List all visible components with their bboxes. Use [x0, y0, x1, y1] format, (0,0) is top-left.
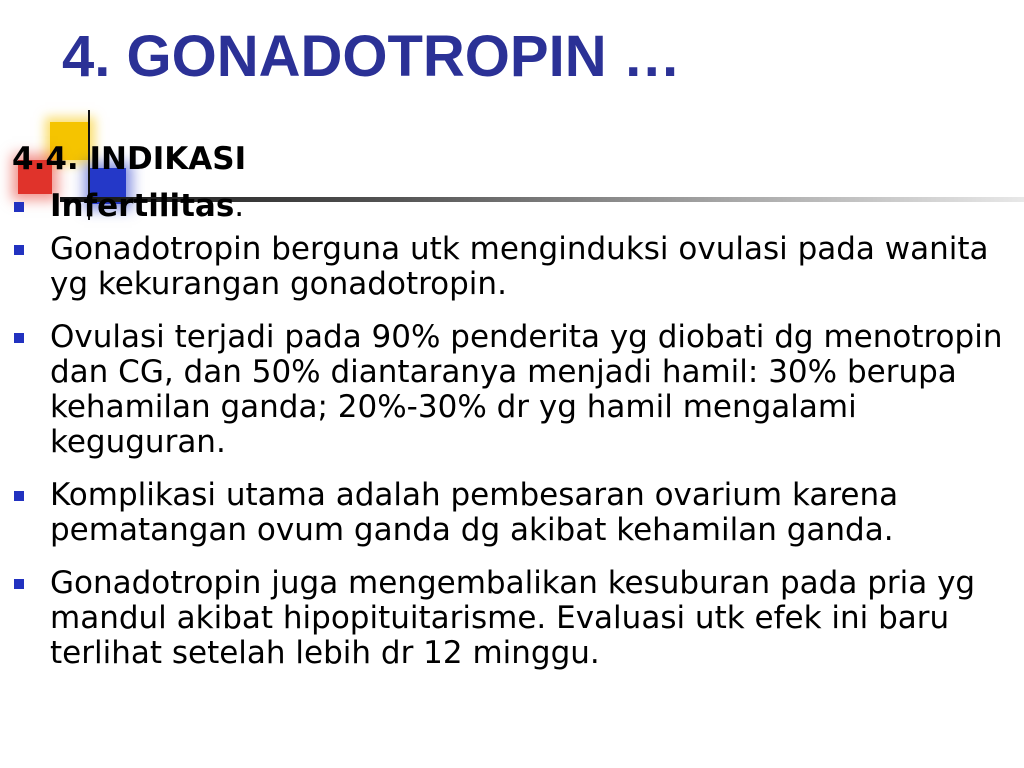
square-bullet-icon [14, 245, 24, 255]
bullet-item [14, 320, 1014, 460]
square-bullet-icon [14, 579, 24, 589]
bullet-text: Gonadotropin berguna utk menginduksi ovulasi pada wanita yg kekurangan gonadotropin. [50, 231, 989, 302]
bullet-item [14, 232, 1014, 302]
slide-title: 4. GONADOTROPIN … [62, 24, 681, 89]
bullet-text: Ovulasi terjadi pada 90% penderita yg diobati dg menotropin dan CG, dan 50% diantaranya menjadi hamil: 30% berupa kehamilan ganda; 20%-30% dr yg hamil mengalami keguguran. [50, 319, 1003, 460]
square-bullet-icon [14, 202, 24, 212]
bullet-text: . [234, 188, 245, 224]
section-subheading: 4.4. INDIKASI [12, 141, 247, 177]
bullet-text: Gonadotropin juga mengembalikan kesuburan pada pria yg mandul akibat hipopituitarisme. Evaluasi utk efek ini baru terlihat setelah lebih dr 12 minggu. [50, 565, 976, 671]
bullet-list [14, 189, 1014, 689]
bullet-item [14, 478, 1014, 548]
bullet-item [14, 189, 1014, 224]
bullet-bold-text: Infertilitas [50, 188, 235, 224]
bullet-text: Komplikasi utama adalah pembesaran ovarium karena pematangan ovum ganda dg akibat kehamilan ganda. [50, 477, 899, 548]
square-bullet-icon [14, 491, 24, 501]
bullet-item [14, 566, 1014, 671]
square-bullet-icon [14, 333, 24, 343]
